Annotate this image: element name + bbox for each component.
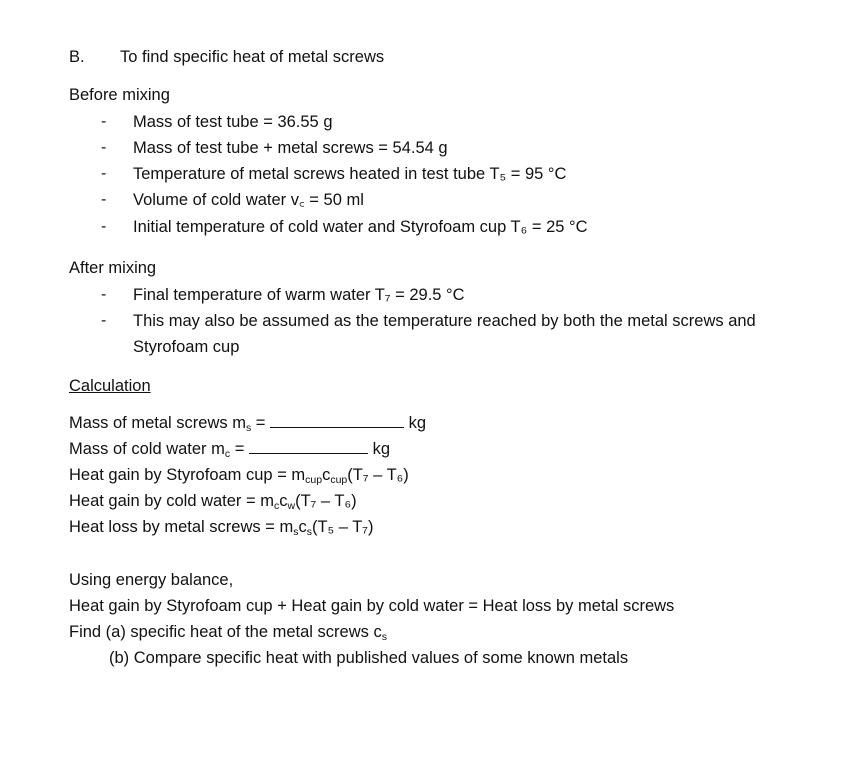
- find-part-b: (b) Compare specific heat with published values of some known metals: [109, 649, 629, 667]
- bullet-dash: -: [101, 286, 107, 303]
- heat-loss-metal-line: [69, 517, 373, 537]
- formula-text: Heat gain by Styrofoam cup = m: [69, 466, 306, 484]
- unit-label: kg: [372, 440, 390, 458]
- list-item: This may also be assumed as the temperature reached by both the metal screws and: [133, 312, 756, 330]
- bullet-dash: -: [101, 191, 107, 208]
- subscript: s: [293, 526, 299, 538]
- subscript: s: [306, 526, 312, 538]
- mass-metal-screws-line: [69, 413, 426, 433]
- mass-cold-water-line: [69, 439, 390, 459]
- heat-gain-water-line: [69, 491, 357, 511]
- energy-balance-intro: Using energy balance,: [69, 571, 234, 589]
- formula-text: Heat loss by metal screws = m: [69, 518, 294, 536]
- list-item: Final temperature of warm water T₇ = 29.5 °C: [133, 286, 465, 304]
- find-part-a: [69, 622, 387, 642]
- list-item: Initial temperature of cold water and Styrofoam cup T₆ = 25 °C: [133, 218, 588, 236]
- mass-water-label: Mass of cold water m: [69, 440, 225, 458]
- mass-metal-label: Mass of metal screws m: [69, 414, 246, 432]
- formula-text: (T₅ – T₇): [311, 518, 374, 536]
- bullet-dash: -: [101, 312, 107, 329]
- list-item-continuation: Styrofoam cup: [133, 338, 240, 356]
- bullet-dash: -: [101, 218, 107, 235]
- formula-text: (T₇ – T₆): [295, 492, 357, 510]
- formula-text: c: [322, 466, 331, 484]
- formula-text: (T₇ – T₆): [347, 466, 409, 484]
- subscript: cup: [305, 474, 323, 486]
- subscript: s: [245, 422, 252, 434]
- energy-balance-equation: Heat gain by Styrofoam cup + Heat gain by cold water = Heat loss by metal screws: [69, 597, 675, 615]
- calculation-heading: Calculation: [69, 377, 151, 395]
- after-mixing-heading: After mixing: [69, 259, 157, 277]
- list-item: Mass of test tube = 36.55 g: [133, 113, 333, 131]
- equals-sign: =: [251, 414, 266, 432]
- list-item: Temperature of metal screws heated in test tube T₅ = 95 °C: [133, 165, 567, 183]
- list-item: Volume of cold water v꜀ = 50 ml: [133, 191, 364, 209]
- mass-metal-blank: [270, 413, 404, 428]
- subscript: c: [273, 500, 280, 512]
- bullet-dash: -: [101, 139, 107, 156]
- subscript: w: [287, 500, 296, 512]
- heat-gain-cup-line: [69, 465, 409, 485]
- formula-text: c: [279, 492, 288, 510]
- section-title: To find specific heat of metal screws: [120, 48, 385, 66]
- find-a-text: Find (a) specific heat of the metal screws c: [69, 623, 382, 641]
- list-item: Mass of test tube + metal screws = 54.54 g: [133, 139, 448, 157]
- formula-text: c: [298, 518, 307, 536]
- formula-text: Heat gain by cold water = m: [69, 492, 274, 510]
- subscript: s: [381, 631, 387, 643]
- bullet-dash: -: [101, 165, 107, 182]
- unit-label: kg: [408, 414, 427, 432]
- subscript: c: [224, 448, 231, 460]
- bullet-dash: -: [101, 113, 107, 130]
- equals-sign: =: [230, 440, 245, 458]
- mass-water-blank: [249, 439, 368, 454]
- before-mixing-heading: Before mixing: [69, 86, 170, 104]
- section-number: B.: [69, 48, 85, 66]
- subscript: cup: [330, 474, 348, 486]
